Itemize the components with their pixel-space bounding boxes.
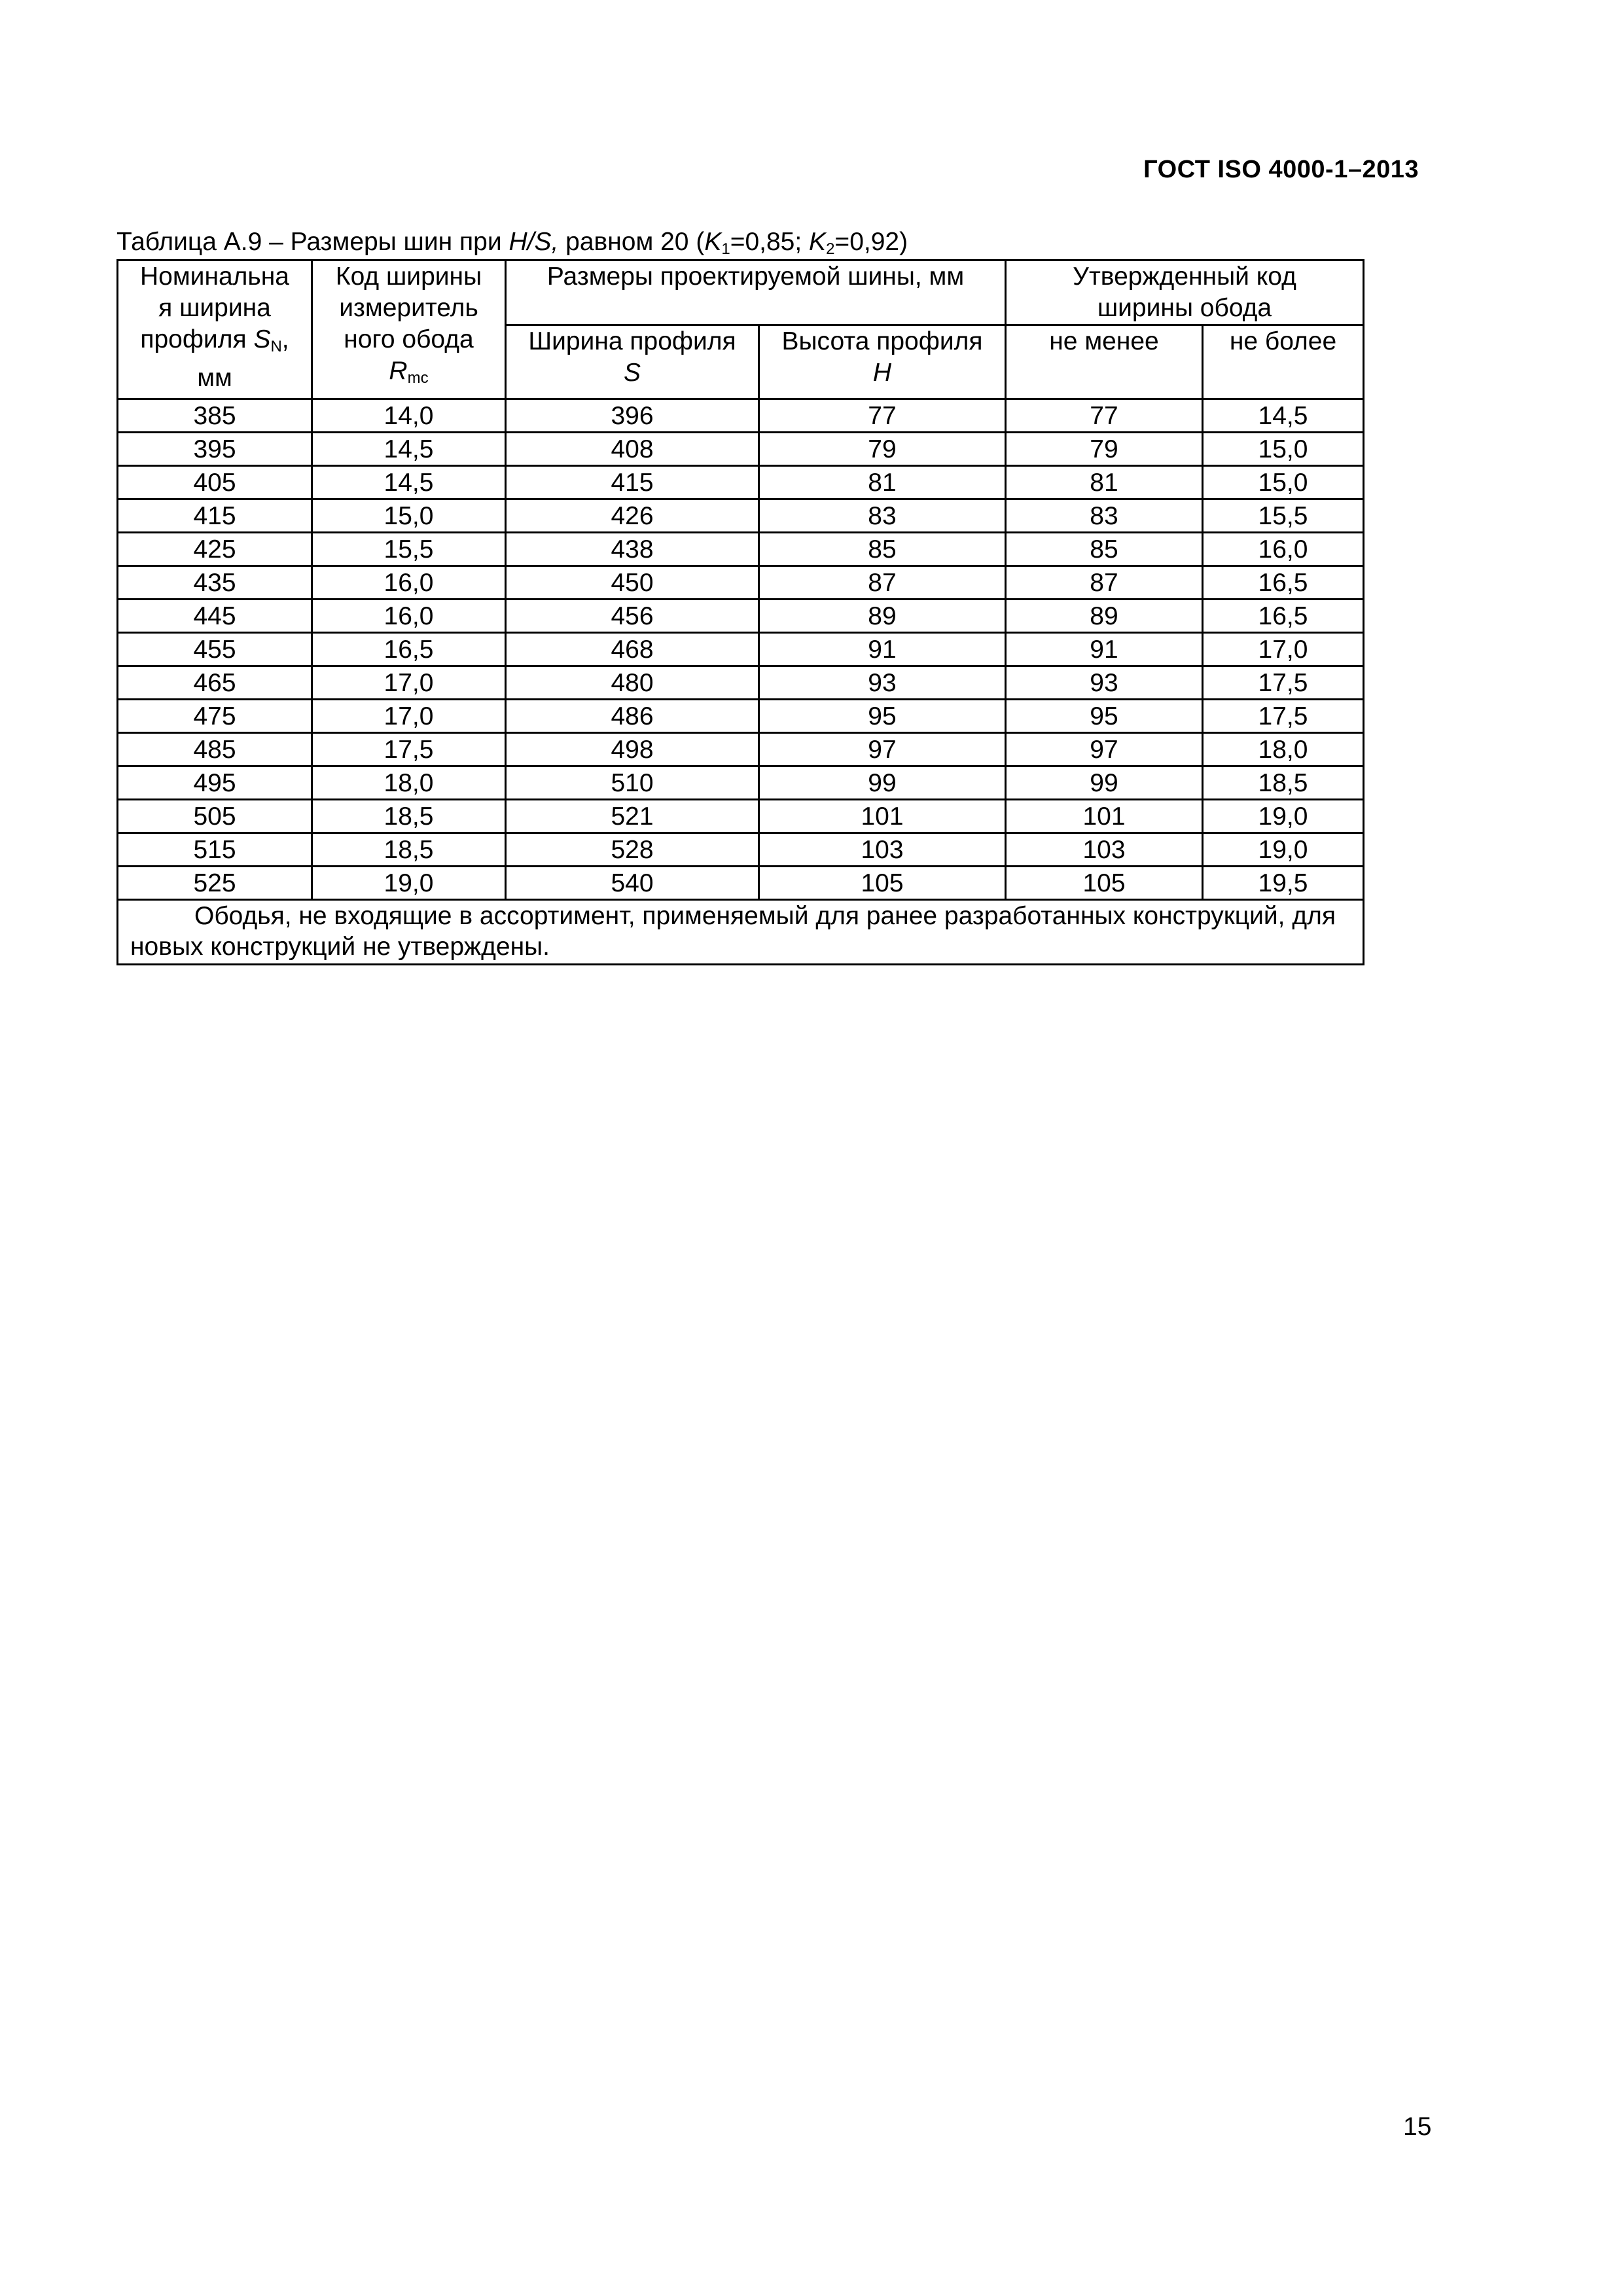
cell-measuring-rim-code: 18,5 bbox=[312, 800, 506, 833]
cell-rim-code-max: 18,0 bbox=[1203, 733, 1364, 766]
cell-nominal-width: 515 bbox=[118, 833, 312, 867]
table-row bbox=[118, 733, 1364, 766]
cell-rim-code-max: 17,5 bbox=[1203, 700, 1364, 733]
cell-section-height: 103 bbox=[759, 833, 1006, 867]
cell-measuring-rim-code: 17,0 bbox=[312, 700, 506, 733]
cell-rim-code-min: 81 bbox=[1006, 466, 1203, 499]
table-row bbox=[118, 766, 1364, 800]
caption-k2-subscript: 2 bbox=[826, 240, 835, 258]
header-nominal-text: профиля bbox=[140, 325, 254, 353]
cell-rim-code-max: 16,0 bbox=[1203, 533, 1364, 566]
cell-section-height: 99 bbox=[759, 766, 1006, 800]
cell-rim-code-min: 99 bbox=[1006, 766, 1203, 800]
table-note bbox=[118, 900, 1364, 965]
table-row bbox=[118, 833, 1364, 867]
header-width-label: Ширина профиля bbox=[528, 327, 736, 355]
cell-section-height: 77 bbox=[759, 399, 1006, 433]
cell-section-width: 468 bbox=[506, 633, 759, 666]
table-row bbox=[118, 499, 1364, 533]
cell-section-height: 85 bbox=[759, 533, 1006, 566]
cell-section-height: 87 bbox=[759, 566, 1006, 600]
table-body bbox=[118, 399, 1364, 900]
caption-k1-symbol: K bbox=[704, 228, 722, 256]
cell-rim-code-max: 15,0 bbox=[1203, 466, 1364, 499]
header-nominal-line1: Номинальна bbox=[140, 262, 289, 291]
cell-nominal-width: 495 bbox=[118, 766, 312, 800]
cell-rim-code-min: 93 bbox=[1006, 666, 1203, 700]
cell-section-width: 521 bbox=[506, 800, 759, 833]
cell-section-width: 540 bbox=[506, 867, 759, 900]
table-row bbox=[118, 533, 1364, 566]
cell-measuring-rim-code: 17,0 bbox=[312, 666, 506, 700]
header-code-subscript: mc bbox=[407, 369, 429, 387]
table-row bbox=[118, 600, 1364, 633]
cell-rim-code-max: 19,0 bbox=[1203, 833, 1364, 867]
header-approved-line1: Утвержденный код bbox=[1073, 262, 1296, 291]
cell-section-height: 79 bbox=[759, 433, 1006, 466]
cell-measuring-rim-code: 14,0 bbox=[312, 399, 506, 433]
cell-rim-code-max: 17,0 bbox=[1203, 633, 1364, 666]
header-code-line2: измеритель bbox=[339, 294, 478, 322]
cell-nominal-width: 505 bbox=[118, 800, 312, 833]
cell-nominal-width: 415 bbox=[118, 499, 312, 533]
cell-section-width: 438 bbox=[506, 533, 759, 566]
table-row bbox=[118, 666, 1364, 700]
header-measuring-rim-code bbox=[312, 260, 506, 399]
cell-section-height: 83 bbox=[759, 499, 1006, 533]
header-approved-line2: ширины обода bbox=[1097, 294, 1272, 322]
tire-dimensions-table bbox=[116, 259, 1364, 965]
header-nominal-subscript: N bbox=[270, 338, 282, 355]
header-nominal-comma: , bbox=[281, 325, 289, 353]
cell-section-height: 105 bbox=[759, 867, 1006, 900]
cell-section-width: 450 bbox=[506, 566, 759, 600]
caption-k1-subscript: 1 bbox=[721, 240, 730, 258]
table-row bbox=[118, 700, 1364, 733]
cell-rim-code-max: 14,5 bbox=[1203, 399, 1364, 433]
header-nominal-line3 bbox=[118, 324, 311, 363]
caption-hs: H/S, bbox=[508, 228, 559, 256]
cell-measuring-rim-code: 18,0 bbox=[312, 766, 506, 800]
cell-section-width: 408 bbox=[506, 433, 759, 466]
cell-rim-code-max: 15,5 bbox=[1203, 499, 1364, 533]
cell-section-width: 510 bbox=[506, 766, 759, 800]
cell-nominal-width: 445 bbox=[118, 600, 312, 633]
header-code-symbol: R bbox=[389, 357, 408, 385]
header-nominal-unit: мм bbox=[197, 364, 232, 392]
cell-rim-code-min: 101 bbox=[1006, 800, 1203, 833]
cell-section-width: 498 bbox=[506, 733, 759, 766]
cell-section-width: 480 bbox=[506, 666, 759, 700]
note-text: Ободья, не входящие в ассортимент, применяемый для ранее разработанных конструкций, для новых конструкций не утверждены. bbox=[130, 902, 1336, 961]
cell-rim-code-min: 91 bbox=[1006, 633, 1203, 666]
table-row bbox=[118, 466, 1364, 499]
cell-nominal-width: 435 bbox=[118, 566, 312, 600]
cell-section-height: 89 bbox=[759, 600, 1006, 633]
cell-nominal-width: 525 bbox=[118, 867, 312, 900]
header-nominal-width bbox=[118, 260, 312, 399]
cell-measuring-rim-code: 17,5 bbox=[312, 733, 506, 766]
cell-rim-code-min: 79 bbox=[1006, 433, 1203, 466]
header-width-symbol: S bbox=[623, 359, 641, 387]
cell-section-height: 91 bbox=[759, 633, 1006, 666]
cell-section-height: 95 bbox=[759, 700, 1006, 733]
caption-middle: равном 20 ( bbox=[558, 228, 705, 256]
cell-rim-code-max: 19,5 bbox=[1203, 867, 1364, 900]
cell-section-height: 101 bbox=[759, 800, 1006, 833]
header-max: не более bbox=[1203, 325, 1364, 399]
cell-rim-code-min: 97 bbox=[1006, 733, 1203, 766]
cell-measuring-rim-code: 18,5 bbox=[312, 833, 506, 867]
table-row bbox=[118, 399, 1364, 433]
header-min: не менее bbox=[1006, 325, 1203, 399]
caption-k1-value: =0,85; bbox=[730, 228, 810, 256]
cell-rim-code-min: 83 bbox=[1006, 499, 1203, 533]
header-height-label: Высота профиля bbox=[781, 327, 983, 355]
cell-measuring-rim-code: 16,0 bbox=[312, 566, 506, 600]
cell-section-width: 486 bbox=[506, 700, 759, 733]
cell-rim-code-max: 17,5 bbox=[1203, 666, 1364, 700]
header-nominal-line2: я ширина bbox=[158, 294, 271, 322]
cell-section-height: 81 bbox=[759, 466, 1006, 499]
cell-nominal-width: 385 bbox=[118, 399, 312, 433]
caption-prefix: Таблица А.9 – Размеры шин при bbox=[116, 228, 509, 256]
cell-measuring-rim-code: 15,5 bbox=[312, 533, 506, 566]
cell-rim-code-min: 77 bbox=[1006, 399, 1203, 433]
cell-section-height: 97 bbox=[759, 733, 1006, 766]
page-number: 15 bbox=[1403, 2113, 1432, 2141]
cell-rim-code-max: 16,5 bbox=[1203, 600, 1364, 633]
cell-rim-code-min: 85 bbox=[1006, 533, 1203, 566]
cell-rim-code-max: 19,0 bbox=[1203, 800, 1364, 833]
cell-rim-code-min: 95 bbox=[1006, 700, 1203, 733]
cell-rim-code-min: 105 bbox=[1006, 867, 1203, 900]
table-row bbox=[118, 800, 1364, 833]
cell-rim-code-min: 89 bbox=[1006, 600, 1203, 633]
cell-measuring-rim-code: 14,5 bbox=[312, 466, 506, 499]
cell-measuring-rim-code: 14,5 bbox=[312, 433, 506, 466]
header-section-height bbox=[759, 325, 1006, 399]
cell-nominal-width: 405 bbox=[118, 466, 312, 499]
table-row bbox=[118, 867, 1364, 900]
cell-rim-code-max: 16,5 bbox=[1203, 566, 1364, 600]
caption-k2-value: =0,92) bbox=[834, 228, 908, 256]
header-nominal-symbol: S bbox=[253, 325, 271, 353]
cell-rim-code-max: 15,0 bbox=[1203, 433, 1364, 466]
table-row bbox=[118, 633, 1364, 666]
header-approved-rim-code bbox=[1006, 260, 1364, 325]
cell-section-width: 528 bbox=[506, 833, 759, 867]
header-code-line3: ного обода bbox=[344, 325, 474, 353]
cell-measuring-rim-code: 15,0 bbox=[312, 499, 506, 533]
cell-measuring-rim-code: 19,0 bbox=[312, 867, 506, 900]
document-header: ГОСТ ISO 4000-1–2013 bbox=[1143, 156, 1419, 183]
cell-measuring-rim-code: 16,5 bbox=[312, 633, 506, 666]
cell-measuring-rim-code: 16,0 bbox=[312, 600, 506, 633]
caption-k2-symbol: K bbox=[809, 228, 827, 256]
cell-section-height: 93 bbox=[759, 666, 1006, 700]
cell-rim-code-min: 103 bbox=[1006, 833, 1203, 867]
cell-rim-code-min: 87 bbox=[1006, 566, 1203, 600]
cell-nominal-width: 455 bbox=[118, 633, 312, 666]
table-row bbox=[118, 566, 1364, 600]
cell-section-width: 396 bbox=[506, 399, 759, 433]
cell-nominal-width: 485 bbox=[118, 733, 312, 766]
cell-nominal-width: 475 bbox=[118, 700, 312, 733]
header-code-line1: Код ширины bbox=[335, 262, 482, 291]
cell-rim-code-max: 18,5 bbox=[1203, 766, 1364, 800]
cell-section-width: 415 bbox=[506, 466, 759, 499]
cell-section-width: 456 bbox=[506, 600, 759, 633]
cell-nominal-width: 395 bbox=[118, 433, 312, 466]
header-code-symbol-line bbox=[313, 355, 505, 394]
cell-section-width: 426 bbox=[506, 499, 759, 533]
cell-nominal-width: 425 bbox=[118, 533, 312, 566]
header-section-width bbox=[506, 325, 759, 399]
header-design-dimensions: Размеры проектируемой шины, мм bbox=[506, 260, 1006, 325]
table-row bbox=[118, 433, 1364, 466]
cell-nominal-width: 465 bbox=[118, 666, 312, 700]
header-height-symbol: H bbox=[872, 359, 892, 387]
